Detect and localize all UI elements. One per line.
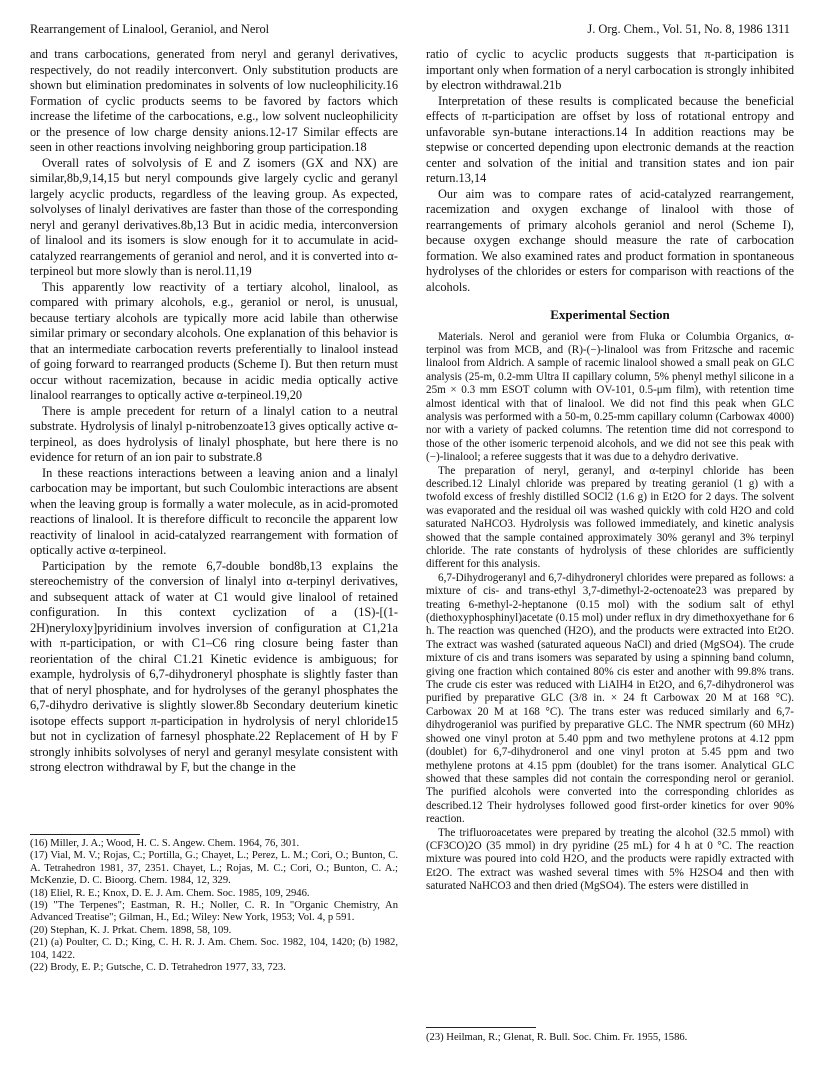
footnotes-left (30, 838, 398, 974)
paragraph: Participation by the remote 6,7-double bond8b,13 explains the stereochemistry of the conversion of linalyl into α-terpinyl derivatives, and subsequent attack of water at C1 would give linalool of retained configuration. In this context cyclization of a (1S)-[(1-2H)neryloxy]pyridinium involves inversion of configuration at C1,21a with π-participation, or with C1–C6 ring closure being faster than reorientation of the chiral C1.21 Kinetic evidence is ambiguous; for example, hydrolysis of 6,7-dihydroneryl phosphate is slightly faster than that of neryl phosphate, and for hydrolyses of the geranyl phosphates the 6,7-dihydro derivative is slightly slower.8b Secondary deuterium kinetic isotope effects support π-participation in hydrolysis of neryl chloride15 but not in cyclization of farnesyl phosphate.22 Replacement of H by F strongly inhibits solvolyses of neryl and geranyl mesylate consistent with strong electron withdrawal by F, but the change in the (30, 558, 398, 774)
left-column (30, 47, 398, 776)
footnote: (23) Heilman, R.; Glenat, R. Bull. Soc. Chim. Fr. 1955, 1586. (426, 1032, 688, 1043)
footnote: (17) Vial, M. V.; Rojas, C.; Portilla, G.; Chayet, L.; Perez, L. M.; Cori, O.; Bunton, C. A. Tetrahedron 1981, 37, 2351. Chayet, L.; Rojas, M. C.; Cori, O.; Bunton, C. A.; McKenzie, D. C. Bioorg. Chem. 1984, 12, 329. (30, 850, 398, 887)
footnote: (19) "The Terpenes"; Eastman, R. H.; Noller, C. R. In "Organic Chemistry, An Advanced Treatise"; Gilman, H., Ed.; Wiley: New York, 1953; Vol. 4, p 591. (30, 900, 398, 924)
right-column (426, 47, 794, 894)
running-title: Rearrangement of Linalool, Geraniol, and Nerol (30, 22, 270, 36)
running-header (30, 21, 790, 37)
paragraph: 6,7-Dihydrogeranyl and 6,7-dihydroneryl chlorides were prepared as follows: a mixture of cis- and trans-ethyl 3,7-dimethyl-2-octenoate23 was prepared by treating 6-methyl-2-heptanone (0.15 mol) with the sodium salt of ethyl (diethoxyphosphinyl)acetate (0.15 mol) under reflux in dry dimethoxyethane for 6 h. The reaction was quenched (H2O), and the products were extracted into Et2O. The extract was washed (saturated aqueous NaCl) and dried (MgSO4). The crude mixture of cis and trans isomers was separated by using a spinning band column, giving one fraction which contained 80% cis ester and another with 99.8% trans. The crude cis ester was reduced with LiAlH4 in Et2O, and 6,7-dihydronerol was purified by preparative GLC (3/8 in. × 24 ft Carbowax 20 M at 168 °C). Carbowax 20 M at 168 °C). The trans ester was reduced similarly and 6,7-dihydrogeraniol was purified by preparative GLC. The NMR spectrum (60 MHz) showed one vinyl proton at 5.40 ppm and two methylene protons at 4.12 ppm (doublet) for 6,7-dihydronerol and one vinyl proton at 5.45 ppm and two methylene protons at 4.15 ppm (doublet) for the trans isomer. Analytical GLC showed that these samples did not contain the corresponding nerol or geraniol. The purified alcohols were converted into the corresponding chlorides as described.12 Their hydrolyses followed good first-order kinetics for over 90% reaction. (426, 571, 794, 826)
footnote: (18) Eliel, R. E.; Knox, D. E. J. Am. Chem. Soc. 1985, 109, 2946. (30, 887, 310, 899)
footnote-rule (30, 834, 140, 835)
paragraph: Our aim was to compare rates of acid-catalyzed rearrangement, racemization and oxygen exchange of linalool with those of rearrangements of primary alcohols geraniol and nerol (Scheme I), because oxygen exchange should measure the rate of carbocation formation. We also examined rates and product formation in spontaneous hydrolyses of the chlorides or esters for comparison with reactions of the alcohols. (426, 186, 794, 294)
footnote: (21) (a) Poulter, C. D.; King, C. H. R. J. Am. Chem. Soc. 1982, 104, 1420; (b) 1982, 104, 1422. (30, 937, 398, 961)
paragraph: In these reactions interactions between a leaving anion and a linalyl carbocation may be important, but such Coulombic interactions are absent when the leaving group is formally a water molecule, as in acid-promoted reactions of linalool. It is therefore difficult to reconcile the apparent low reactivity of linalool in acid-catalyzed rearrangement with formation of optically active α-terpineol. (30, 465, 398, 557)
paragraph: and trans carbocations, generated from neryl and geranyl derivatives, respectively, do not readily interconvert. Only substitution products are shown but elimination predominates in solvents of low nucleophilicity.16 Formation of cyclic products seems to be favored by factors which increase the lifetime of the carbocations, e.g., low solvent nucleophilicity or the presence of low charge density anions.12-17 Similar effects are seen in other reactions involving neighboring group participation.18 (30, 47, 398, 154)
journal-citation: J. Org. Chem., Vol. 51, No. 8, 1986 1311 (587, 22, 790, 36)
footnote-rule (426, 1027, 536, 1028)
footnotes-right (426, 1032, 794, 1044)
paragraph: The trifluoroacetates were prepared by treating the alcohol (32.5 mmol) with (CF3CO)2O (35 mmol) in dry pyridine (25 mL) for 4 h at 0 °C. The reaction mixture was poured into cold H2O, and the products were rapidly extracted with Et2O. The extract was washed several times with 5% H2SO4 and then with saturated NaHCO3 and then dried (MgSO4). The esters were distilled in (426, 826, 794, 893)
paragraph: ratio of cyclic to acyclic products suggests that π-participation is important only when formation of a neryl carbocation is strongly inhibited by electron withdrawal.21b (426, 47, 794, 92)
section-heading: Experimental Section (550, 307, 670, 322)
paragraph: The preparation of neryl, geranyl, and α-terpinyl chloride has been described.12 Linalyl chloride was prepared by treating geraniol (1 g) with a twofold excess of freshly distilled SOCl2 (1.6 g) in Et2O for 2 days. The solvent was evaporated and the residual oil was washed quickly with cold H2O and cold saturated NaHCO3. Hydrolysis was followed immediately, and kinetic analysis showed that the sample contained approximately 30% geranyl and 3% terpinyl chloride. The rate constants of hydrolysis of these chlorides are sufficiently different for this analysis. (426, 464, 794, 571)
paragraph: This apparently low reactivity of a tertiary alcohol, linalool, as compared with primary alcohols, e.g., geraniol or nerol, is unusual, because tertiary alcohols are typically more acid labile than otherwise similar primary or secondary alcohols. One explanation of this behavior is that an intermediate carbocation reverts preferentially to linalool instead of going forward to rearranged products (Scheme I). But then return must occur without racemization, because in acidic media optically active linalool rearranges to optically active α-terpineol.19,20 (30, 279, 398, 402)
footnote: (20) Stephan, K. J. Prkat. Chem. 1898, 58, 109. (30, 924, 232, 936)
paragraph: There is ample precedent for return of a linalyl cation to a neutral substrate. Hydrolysis of linalyl p-nitrobenzoate13 gives optically active α-terpineol, as does hydrolysis of linalyl phosphate, but here there is no evidence for return of an ion pair to substrate.8 (30, 403, 398, 464)
footnote: (22) Brody, E. P.; Gutsche, C. D. Tetrahedron 1977, 33, 723. (30, 962, 286, 974)
footnote: (16) Miller, J. A.; Wood, H. C. S. Angew. Chem. 1964, 76, 301. (30, 838, 300, 849)
paragraph: Materials. Nerol and geraniol were from Fluka or Columbia Organics, α-terpinol was from MCB, and (R)-(−)-linalool was from Fritzsche and racemic linalool from Aldrich. A sample of racemic linalool showed a small peak on GLC analysis (25-m, 0.2-mm Ultra II capillary column, 5% phenyl methyl silicone in a 25m × 0.3 mm ESOT column with OV-101, 0.5-μm film), with retention time almost identical with that of linalool. We did not find this peak when GLC analysis was performed with a 50-m, 0.25-mm capillary column (Carbowax 4000) nor with a variety of packed columns. The retention time did not correspond to those of the other isomeric terpenoid alcohols, and we did not see this peak with (−)-linalool; a referee suggests that it was due to a dehydro derivative. (426, 330, 794, 464)
paragraph: Overall rates of solvolysis of E and Z isomers (GX and NX) are similar,8b,9,14,15 but neryl compounds give largely cyclic and geranyl largely acyclic products, regardless of the leaving group. As expected, solvolyses of linalyl derivatives are faster than those of the corresponding neryl and geranyl derivatives.8b,13 But in acidic media, interconversion of linalool and its isomers is slow enough for it to accumulate in acid-catalyzed rearrangements of geraniol and nerol, and it is converted into α-terpineol but more slowly than is nerol.11,19 (30, 155, 398, 278)
paragraph: Interpretation of these results is complicated because the beneficial effects of π-participation are offset by loss of rotational entropy and unfavorable syn-butane interactions.14 In addition reactions may be stepwise or concerted depending upon electronic demands at the reaction center and solvation of the initial and transition states and ion pair return.13,14 (426, 93, 794, 185)
